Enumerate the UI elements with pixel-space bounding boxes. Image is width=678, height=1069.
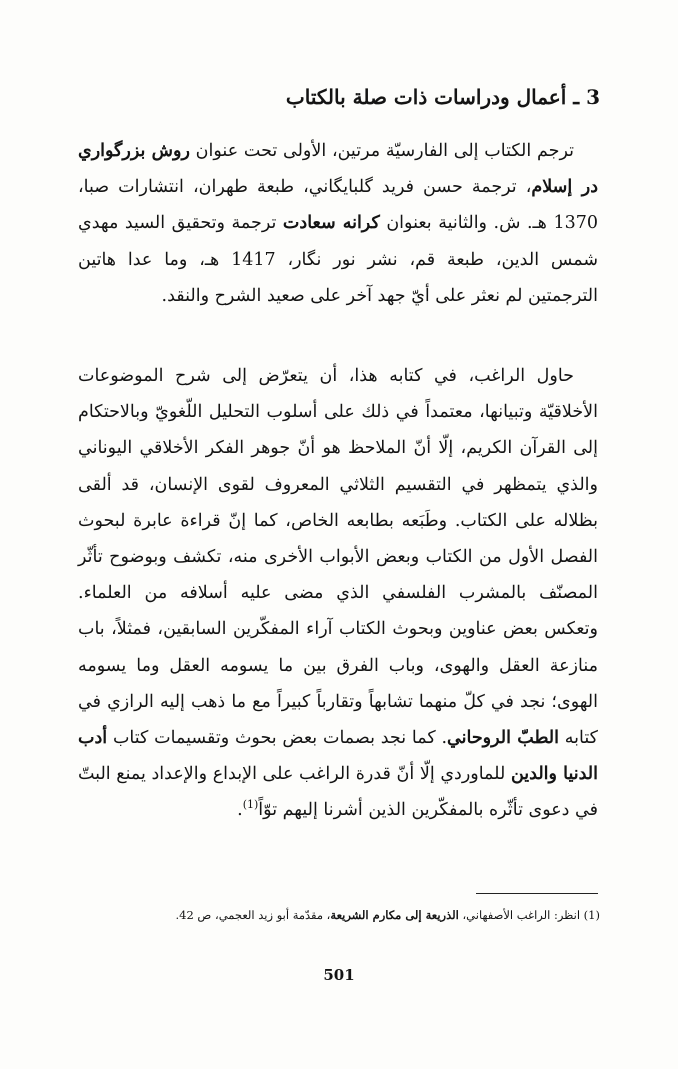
footnote-text: انظر: الراغب الأصفهاني، [458,908,584,922]
paragraph-translations [78,133,598,314]
book-title-mawardi: أدب الدنيا والدين [78,728,598,785]
footnote [60,904,600,926]
paragraph-text: ، ترجمة حسن فريد گلبايگاني، طبعة طهران، انتشارات صبا، 1370 هـ. ش. والثانية بعنوان [78,177,598,234]
paragraph-text: حاول الراغب، في كتابه هذا، أن يتعرّض إلى شرح الموضوعات الأخلاقيّة وتبيانها، معتمداً في ذلك على أسلوب التحليل اللّغويّ وبالاحتكام إلى القرآن الكريم، إلّا أنّ الملاحظ هو أنّ جوهر الفكر الأخلاقي اليوناني والذي يتمظهر في التقسيم الثلاثي المعروف لقوى الإنسان، قد ألقى بظلاله على الكتاب. وطَبَعه بطابعه الخاص، كما إنّ قراءة عابرة لبحوث الفصل الأول من الكتاب وبعض الأبواب الأخرى منه، تكشف وبوضوح تأثّر المصنّف بالمشرب الفلسفي الذي مضى عليه أسلافه من العلماء. وتعكس بعض عناوين وبحوث الكتاب آراء المفكّرين السابقين، فمثلاً، باب منازعة العقل والهوى، وباب الفرق بين ما يسومه العقل وما يسومه الهوى؛ نجد في كلّ منهما تشابهاً وتقارباً كبيراً مع ما ذهب إليه الرازي في كتابه [78,366,598,749]
footnote-number: (1) [583,908,600,922]
page-number: 501 [323,966,355,984]
footnote-text: ، مقدّمة أبو زيد العجمي، ص 42. [175,908,331,922]
footnote-divider [476,893,598,894]
paragraph-text: ترجم الكتاب إلى الفارسيّة مرتين، الأولى تحت عنوان [189,141,574,161]
paragraph-analysis [78,358,598,829]
paragraph-text: . [237,800,243,821]
footnote-book-title: الذريعة إلى مكارم الشريعة [330,908,459,922]
book-title-persian-2: كرانه سعادت [282,213,380,234]
book-title-razi: الطبّ الروحاني [447,728,559,749]
section-heading: 3 ـ أعمال ودراسات ذات صلة بالكتاب [285,85,600,109]
paragraph-text: . كما نجد بصمات بعض بحوث وتقسيمات كتاب [107,728,448,749]
footnote-reference[interactable]: (1) [242,798,259,812]
paragraph-text: للماوردي إلّا أنّ قدرة الراغب على الإبداع والإعداد يمنع البتّ في دعوى تأثّره بالمفكّرين الذين أشرنا إليهم توّاً [78,764,598,821]
book-title-persian-1: روش بزرگواري در إسلام [78,141,599,198]
paragraph-text: ترجمة وتحقيق السيد مهدي شمس الدين، طبعة قم، نشر نور نگار، 1417 هـ، وما عدا هاتين الترجمتين لم نعثر على أيّ جهد آخر على صعيد الشرح والنقد. [78,213,598,306]
